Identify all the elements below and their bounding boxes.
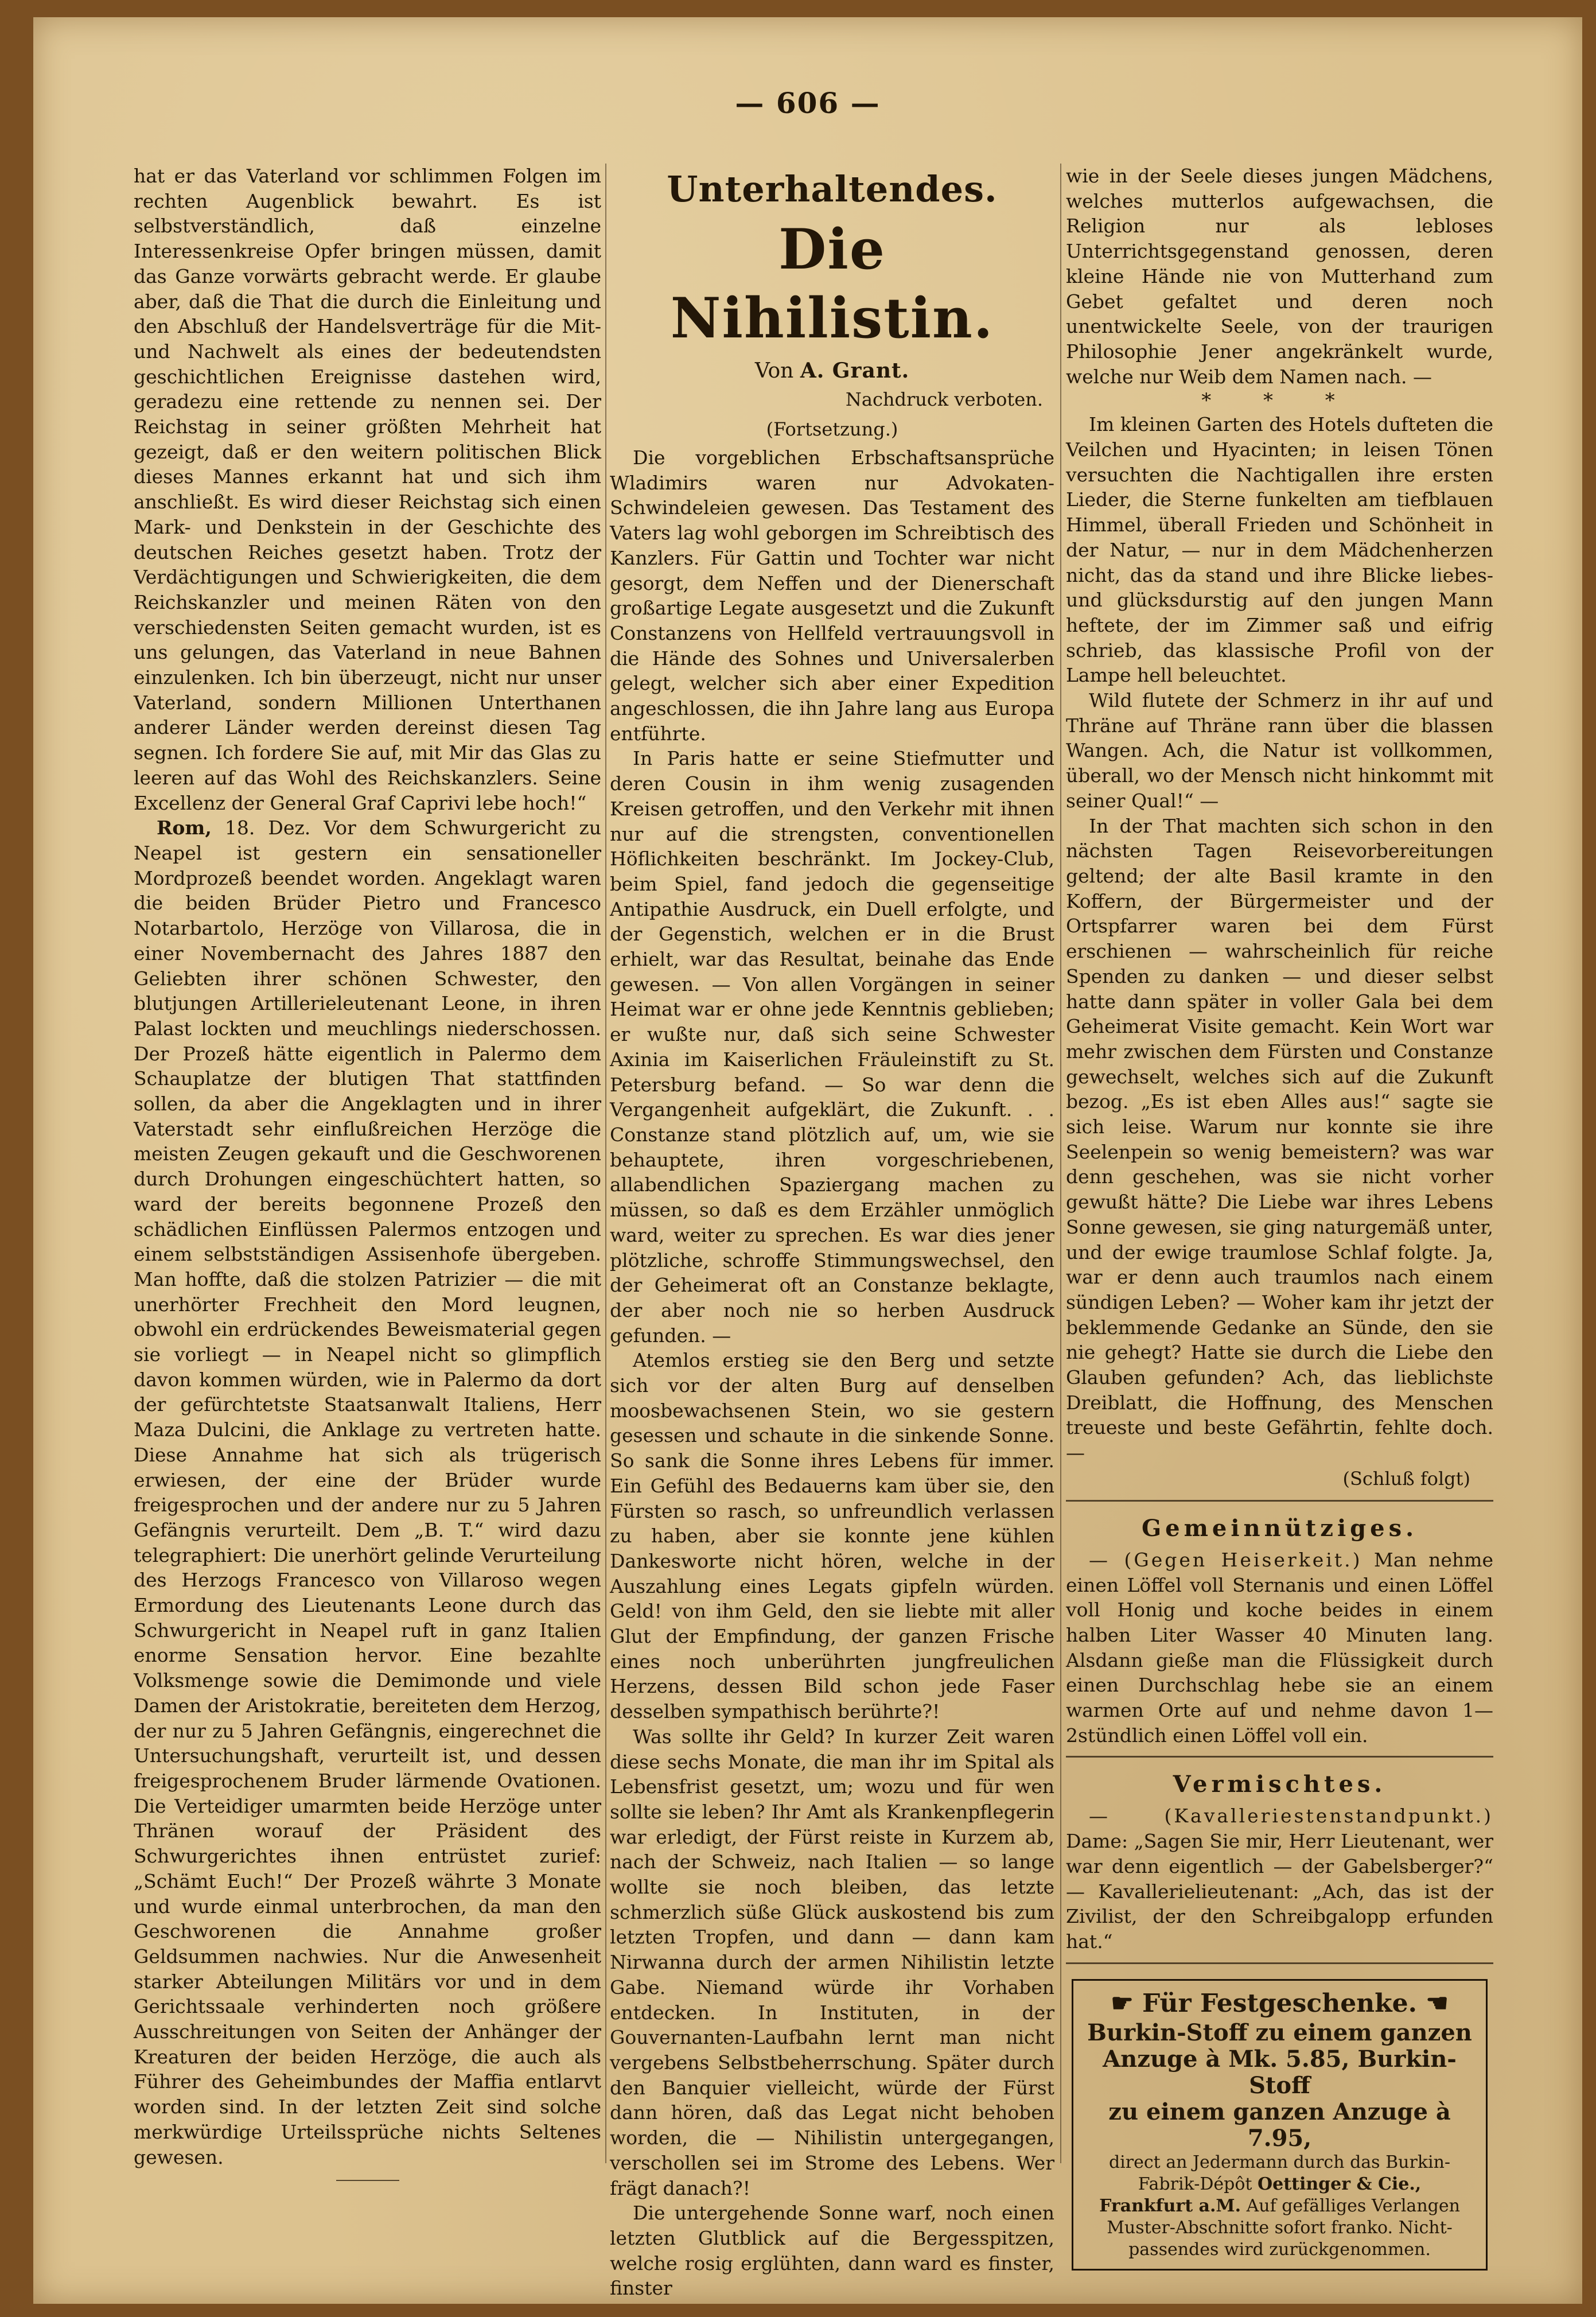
ad-line: passendes wird zurückgenommen. xyxy=(1128,2239,1431,2260)
anecdote-text: Dame: „Sagen Sie mir, Herr Lieutenant, wer war denn eigentlich — der Gabelsberger?“ — Kavallerielieutenant: „Ach, das ist der Zivilist, der den Schreibgalopp erfunden hat.“ xyxy=(1066,1830,1493,1953)
column-misc xyxy=(1066,164,1493,2271)
anecdote-paragraph xyxy=(1066,1803,1493,1954)
column-divider xyxy=(605,164,606,2163)
ad-line: direct an Jedermann durch das Burkin- xyxy=(1108,2152,1451,2172)
story-paragraph: Im kleinen Garten des Hotels dufteten die Veilchen und Hyacinten; in leisen Tönen versuchten die Nachtigallen ihre ersten Lieder, die Sterne funkelten am tiefblauen Himmel, überall Frieden und Schönheit in der Natur, — nur in dem Mädchenherzen nicht, das da stand und ihre Blicke liebes- und glücksdurstig auf den jungen Mann heftete, der im Zimmer saß und eifrig schrieb, das klassische Profil von der Lampe hell beleuchtet. xyxy=(1066,413,1493,687)
section-gemeinnuetziges-title: Gemeinnütziges. xyxy=(1141,1514,1418,1542)
newspaper-page xyxy=(33,17,1582,2304)
byline-prefix: Von xyxy=(754,359,800,383)
story-paragraph: Die vorgeblichen Erbschaftsansprüche Wladimirs waren nur Advokaten-Schwindeleien gewesen. Das Testament des Vaters lag wohl geborgen im Schreibtisch des Kanzlers. Für Gattin und Tochter war nicht gesorgt, dem Neffen und der Dienerschaft großartige Legate ausgesetzt und die Zukunft Constanzens von Hellfeld vertrauungsvoll in die Hände des Sohnes und Universalerben gelegt, welcher sich aber einer Expedition angeschlossen, die ihn Jahre lang aus Europa entführte. xyxy=(610,446,1054,745)
tip-label: — (Gegen Heiserkeit.) xyxy=(1089,1548,1363,1571)
rome-article xyxy=(134,815,601,2170)
story-paragraph: In Paris hatte er seine Stiefmutter und deren Cousin in ihm wenig zusagenden Kreisen getroffen, und den Verkehr mit ihnen nur auf die strengsten, conventionellen Höflichkeiten beschränkt. Im Jockey-Club, beim Spiel, fand jedoch die gegenseitige Antipathie Ausdruck, ein Duell erfolgte, und der Gegenstich, welchen er in die Brust erhielt, war das Resultat, beinahe das Ende gewesen. — Von allen Vorgängen in seiner Heimat war er ohne jede Kenntnis geblieben; er wußte nur, daß sich seine Schwester Axinia im Kaiserlichen Fräuleinstift zu St. Petersburg befand. — So war denn die Vergangenheit aufgeklärt, die Zukunft. . . Constanze stand plötzlich auf, um, wie sie behauptete, ihren vorgeschriebenen, allabendlichen Spaziergang machen zu müssen, so daß es dem Erzähler unmöglich ward, weiter zu sprechen. Es war dies jener plötzliche, schroffe Stimmungswechsel, den der Geheimerat oft an Constanze beklagte, der aber noch nie so herben Ausdruck gefunden. — xyxy=(610,747,1054,1347)
ad-line: zu einem ganzen Anzuge à 7.95, xyxy=(1108,2098,1451,2152)
ad-line: Burkin-Stoff zu einem ganzen xyxy=(1087,2019,1472,2046)
author: A. Grant. xyxy=(800,359,910,383)
story-paragraph: wie in der Seele dieses jungen Mädchens, welches mutterlos aufgewachsen, die Religion nur als lebloses Unterrichtsgegenstand genossen, deren kleine Hände nie von Mutterhand zum Gebet gefaltet und deren noch unentwickelte Seele, von der traurigen Philosophie Jener angekränkelt wurde, welche nur Weib dem Namen nach. — xyxy=(1066,165,1493,388)
article-end-rule xyxy=(336,2180,399,2181)
section-rule xyxy=(1066,1962,1493,1964)
pointing-hand-right-icon: ☛ xyxy=(1111,1988,1134,2018)
pointing-hand-left-icon: ☚ xyxy=(1426,1988,1449,2018)
ad-text: Fabrik-Dépôt xyxy=(1138,2174,1258,2194)
column-news xyxy=(134,164,601,2191)
column-feuilleton xyxy=(610,164,1054,2301)
ad-city: Frankfurt a.M. xyxy=(1099,2195,1241,2216)
page-number: — 606 — xyxy=(735,86,881,120)
ad-company: Oettinger & Cie., xyxy=(1258,2174,1422,2194)
anecdote-label: — (Kavalleriestenstandpunkt.) xyxy=(1089,1805,1493,1828)
rome-article-text: 18. Dez. Vor dem Schwurgericht zu Neapel ist gestern ein sensationeller Mordprozeß beendet worden. Angeklagt waren die beiden Brüder Pietro und Francesco Notarbartolo, Herzöge von Villarosa, die in einer Novembernacht des Jahres 1887 den Geliebten ihrer schönen Schwester, den blutjungen Artillerieleutenant Leone, in ihren Palast lockten und meuchlings niederschossen. Der Prozeß hätte eigentlich in Palermo dem Schauplatze der blutigen That stattfinden sollen, da aber die Angeklagten und in ihrer Vaterstadt sehr einflußreichen Herzöge die meisten Zeugen gekauft und die Geschworenen durch Drohungen eingeschüchtert hatten, so ward der bereits begonnene Prozeß den schädlichen Einflüssen Palermos entzogen und einem selbstständigen Assisenhofe übergeben. Man hoffte, daß die stolzen Patrizier — die mit unerhörter Frechheit den Mord leugnen, obwohl ein erdrückendes Beweismaterial gegen sie vorliegt — in Neapel nicht so glimpflich davon kommen würden, wie in Palermo da dort der gefürchtetste Staatsanwalt Italiens, Herr Maza Dulcini, die Anklage zu vertreten hatte. Diese Annahme hat sich als trügerisch erwiesen, der eine der Brüder wurde freigesprochen und der andere nur zu 5 Jahren Gefängnis verurteilt. Dem „B. T.“ wird dazu telegraphiert: Die unerhört gelinde Verurteilung des Herzogs Francesco von Villaroso wegen Ermordung des Lieutenants Leone durch das Schwurgericht in Neapel ruft in ganz Italien enorme Sensation hervor. Eine bezahlte Volksmenge sowie die Demimonde und viele Damen der Aristokratie, bereiteten dem Herzog, der nur zu 5 Jahren Gefängnis, eingerechnet die Untersuchungshaft, verurteilt ist, und dessen freigesprochenem Bruder lärmende Ovationen. Die Verteidiger umarmten beide Herzöge unter Thränen worauf der Präsident des Schwurgerichtes ihnen entrüstet zurief: „Schämt Euch!“ Der Prozeß währte 3 Monate und wurde einmal unterbrochen, da man den Geschworenen die Annahme großer Geldsummen nachwies. Nur die Anwesenheit starker Abteilungen Militärs vor und in dem Gerichtssaale verhinderten noch größere Ausschreitungen von Seiten der Anhänger der Kreaturen der beiden Herzöge, die auch als Führer des Geheimbundes der Maffia entlarvt worden sind. In der letzten Zeit sind solche merkwürdige Urteilssprüche nichts Seltenes gewesen. xyxy=(134,817,601,2168)
section-vermischtes-title: Vermischtes. xyxy=(1173,1771,1387,1798)
reprint-note: Nachdruck verboten. xyxy=(845,388,1043,410)
ad-headline xyxy=(1083,1988,1477,2020)
dateline-place: Rom, xyxy=(157,817,212,839)
speech-paragraph: hat er das Vaterland vor schlimmen Folgen im rechten Augenblick bewahrt. Es ist selbstverständlich, daß einzelne Interessenkreise Opfer bringen müssen, damit das Ganze vorwärts gebracht werde. Er glaube aber, daß die That die durch die Einleitung und den Abschluß der Handelsverträge für die Mit- und Nachwelt als eines der bedeutendsten geschichtlichen Ereignisse dastehen wird, geradezu eine rettende zu nennen sei. Der Reichstag in seiner größten Mehrheit hat gezeigt, daß er den weitern politischen Blick dieses Mannes erkannt hat und sich ihm anschließt. Es wird dieser Reichstag sich einen Mark- und Denkstein in der Geschichte des deutschen Reiches gesetzt haben. Trotz der Verdächtigungen und Schwierigkeiten, die dem Reichskanzler und meinen Räten von den verschiedensten Seiten gemacht wurden, ist es uns gelungen, das Vaterland in neue Bahnen einzulenken. Ich bin überzeugt, nicht nur unser Vaterland, sondern Millionen Unterthanen anderer Länder werden dereinst diesen Tag segnen. Ich fordere Sie auf, mit Mir das Glas zu leeren auf das Wohl des Reichskanzlers. Seine Excellenz der General Graf Caprivi lebe hoch!“ xyxy=(134,165,601,814)
ad-line: Anzuge à Mk. 5.85, Burkin-Stoff xyxy=(1103,2045,1457,2099)
story-title: Die Nihilistin. xyxy=(670,217,994,351)
ad-text: Auf gefälliges Verlangen xyxy=(1241,2195,1460,2216)
ad-line xyxy=(1083,2174,1477,2195)
story-paragraph: In der That machten sich schon in den nächsten Tagen Reisevorbereitungen geltend; der alte Basil kramte in den Koffern, der Bürgermeister und der Ortspfarrer waren bei dem Fürst erschienen — wahrscheinlich für reiche Spenden zu danken — und dieser selbst hatte dann später in voller Gala bei dem Geheimerat Visite gemacht. Kein Wort war mehr zwischen dem Fürsten und Constanze gewechselt, welches sich auf die Zukunft bezog. „Es ist eben Alles aus!“ sagte sie sich leise. Warum nur konnte sie ihre Seelenpein so wenig bemeistern? was war denn geschehen, was sie nicht vorher gewußt hätte? Die Liebe war ihres Lebens Sonne gewesen, sie ging naturgemäß unter, und der ewige traumlose Schlaf folgte. Ja, war er denn auch traumlos nach einem sündigen Leben? — Woher kam ihr jetzt der beklemmende Gedanke an Sünde, den sie nie gehegt? Hatte sie durch die Liebe den Glauben gefunden? Ach, das lieblichste Dreiblatt, die Hoffnung, des Menschen treueste und beste Gefährtin, fehlte doch. — xyxy=(1066,814,1493,1464)
tip-paragraph xyxy=(1066,1548,1493,1748)
story-paragraph: Die untergehende Sonne warf, noch einen letzten Glutblick auf die Bergesspitzen, welche rosig erglühten, dann ward es finster, finster xyxy=(610,2202,1054,2300)
column-divider xyxy=(1060,164,1061,2163)
ad-headline-text: Für Festgeschenke. xyxy=(1142,1988,1417,2018)
section-rule xyxy=(1066,1500,1493,1502)
story-paragraph: Was sollte ihr Geld? In kurzer Zeit waren diese sechs Monate, die man ihr im Spital als Lebensfrist gesetzt, um; wozu und für wen sollte sie leben? Ihr Amt als Krankenpflegerin war erledigt, der Fürst reiste in Kurzem ab, nach der Schweiz, nach Italien — so lange wollte sie noch bleiben, das letzte schmerzlich süße Glück auskostend bis zum letzten Tropfen, und dann — dann kam Nirwanna durch der armen Nihilistin letzte Gabe. Niemand würde ihr Vorhaben entdecken. In Instituten, in der Gouvernanten-Laufbahn lernt man nicht vergebens Selbstbeherrschung. Später durch den Banquier vielleicht, würde der Fürst dann hören, daß das Legat nicht behoben worden, die — Nihilistin untergegangen, verschollen sei im Strome des Lebens. Wer frägt danach?! xyxy=(610,1725,1054,2199)
story-paragraph: Atemlos erstieg sie den Berg und setzte sich vor der alten Burg auf denselben moosbewachsenen Stein, wo sie gestern gesessen und schaute in die sinkende Sonne. So sank die Sonne ihres Lebens für immer. Ein Gefühl des Bedauerns kam über sie, den Fürsten so rasch, so unfreundlich verlassen zu haben, aber sie konnte jene kühlen Dankesworte nicht hören, welche in der Auszahlung eines Legats gipfeln würden. Geld! von ihm Geld, den sie liebte mit aller Glut der Empfindung, der ganzen Frische eines noch unberührten jungfreulichen Herzens, dessen Bild schon jede Faser desselben sympathisch berührte?! xyxy=(610,1349,1054,1723)
advertisement-box xyxy=(1072,1979,1488,2271)
ad-line: Muster-Abschnitte sofort franko. Nicht- xyxy=(1107,2217,1453,2238)
to-be-concluded: (Schluß folgt) xyxy=(1342,1467,1470,1490)
tip-text: Man nehme einen Löffel voll Sternanis und einen Löffel voll Honig und koche beides in einem halben Liter Wasser 40 Minuten lang. Alsdann gieße man die Flüssigkeit durch einen Durchschlag hebe sie an einem warmen Orte auf und nehme davon 1—2stündlich einen Löffel voll ein. xyxy=(1066,1548,1493,1747)
section-title: Unterhaltendes. xyxy=(667,168,998,210)
story-paragraph: Wild flutete der Schmerz in ihr auf und Thräne auf Thräne rann über die blassen Wangen. Ach, die Natur ist vollkommen, überall, wo der Mensch nicht hinkommt mit seiner Qual!“ — xyxy=(1066,689,1493,812)
section-break-stars: * * * xyxy=(1201,389,1358,413)
ad-line xyxy=(1083,2195,1477,2217)
section-rule xyxy=(1066,1756,1493,1758)
byline xyxy=(610,356,1054,386)
continuation-label: (Fortsetzung.) xyxy=(766,418,898,440)
